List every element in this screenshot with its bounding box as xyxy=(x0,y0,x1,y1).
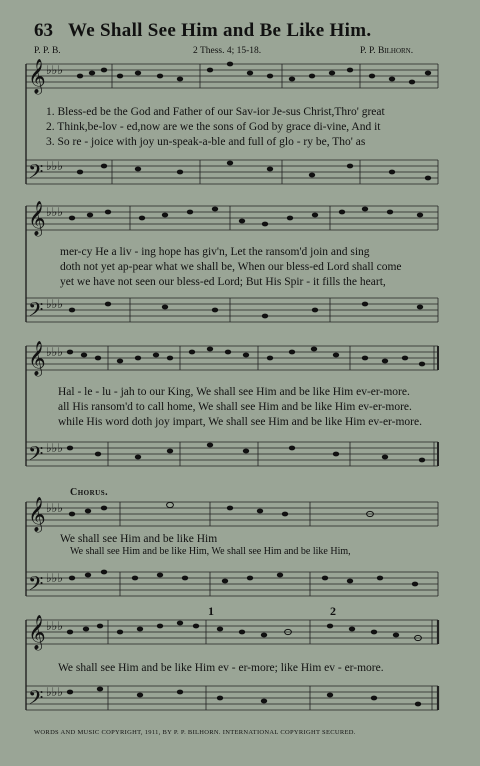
svg-text:𝄞: 𝄞 xyxy=(28,201,46,236)
composer-credit: P. P. Bilhorn. xyxy=(360,46,414,56)
meter-initials: P. P. B. xyxy=(34,46,61,56)
verse-1-line-1: 1. Bless-ed be the God and Father of our Sav-ior Je-sus Christ,Thro' great xyxy=(46,106,385,118)
svg-text:𝄢: 𝄢 xyxy=(28,686,44,714)
copyright-footer: WORDS AND MUSIC COPYRIGHT, 1911, BY P. P. BILHORN. INTERNATIONAL COPYRIGHT SECURED. xyxy=(34,729,356,736)
svg-text:♭♭♭: ♭♭♭ xyxy=(46,159,63,173)
svg-text:𝄢: 𝄢 xyxy=(28,442,44,470)
scripture-reference: 2 Thess. 4; 15-18. xyxy=(193,46,262,56)
verse-2-line-2: doth not yet ap-pear what we shall be, When our bless-ed Lord shall come xyxy=(60,261,402,273)
hymn-number: 63 xyxy=(34,20,53,41)
svg-text:♭♭♭: ♭♭♭ xyxy=(46,571,63,585)
verse-3-line-1: 3. So re - joice with joy un-speak-a-ble and full of glo - ry be, Tho' as xyxy=(46,136,366,148)
second-ending-mark: 2 xyxy=(330,604,336,618)
chorus-label: Chorus. xyxy=(70,487,109,498)
verse-1-line-3: Hal - le - lu - jah to our King, We shall see Him and be like Him ev-er-more. xyxy=(58,386,410,398)
svg-text:♭♭♭: ♭♭♭ xyxy=(46,63,63,77)
verse-3-line-2: yet we have not seen our bless-ed Lord; But His Spir - it fills the heart, xyxy=(60,276,386,288)
svg-text:♭♭♭: ♭♭♭ xyxy=(46,501,63,515)
first-ending-mark: 1 xyxy=(208,604,214,618)
svg-text:𝄢: 𝄢 xyxy=(28,160,44,188)
chorus-line-1-bass: We shall see Him and be like Him, We shall see Him and be like Him, xyxy=(70,546,351,557)
svg-text:𝄞: 𝄞 xyxy=(28,615,46,650)
svg-text:♭♭♭: ♭♭♭ xyxy=(46,297,63,311)
svg-text:♭♭♭: ♭♭♭ xyxy=(46,345,63,359)
svg-text:♭♭♭: ♭♭♭ xyxy=(46,441,63,455)
svg-text:𝄢: 𝄢 xyxy=(28,572,44,600)
svg-text:𝄞: 𝄞 xyxy=(28,59,46,94)
verse-2-line-3: all His ransom'd to call home, We shall see Him and be like Him ev-er-more. xyxy=(58,401,412,413)
svg-text:𝄞: 𝄞 xyxy=(28,341,46,376)
svg-text:♭♭♭: ♭♭♭ xyxy=(46,685,63,699)
svg-text:♭♭♭: ♭♭♭ xyxy=(46,205,63,219)
svg-text:𝄞: 𝄞 xyxy=(28,497,46,532)
chorus-line-2: We shall see Him and be like Him ev - er-more; like Him ev - er-more. xyxy=(58,662,384,674)
svg-text:𝄢: 𝄢 xyxy=(28,298,44,326)
chorus-line-1: We shall see Him and be like Him xyxy=(60,533,218,545)
svg-text:♭♭♭: ♭♭♭ xyxy=(46,619,63,633)
hymn-title: We Shall See Him and Be Like Him. xyxy=(68,20,372,41)
verse-1-line-2: mer-cy He a liv - ing hope has giv'n, Let the ransom'd join and sing xyxy=(60,246,370,258)
verse-2-line-1: 2. Think,be-lov - ed,now are we the sons of God by grace di-vine, And it xyxy=(46,121,381,133)
verse-3-line-3: while His word doth joy impart, We shall see Him and be like Him ev-er-more. xyxy=(58,416,422,428)
